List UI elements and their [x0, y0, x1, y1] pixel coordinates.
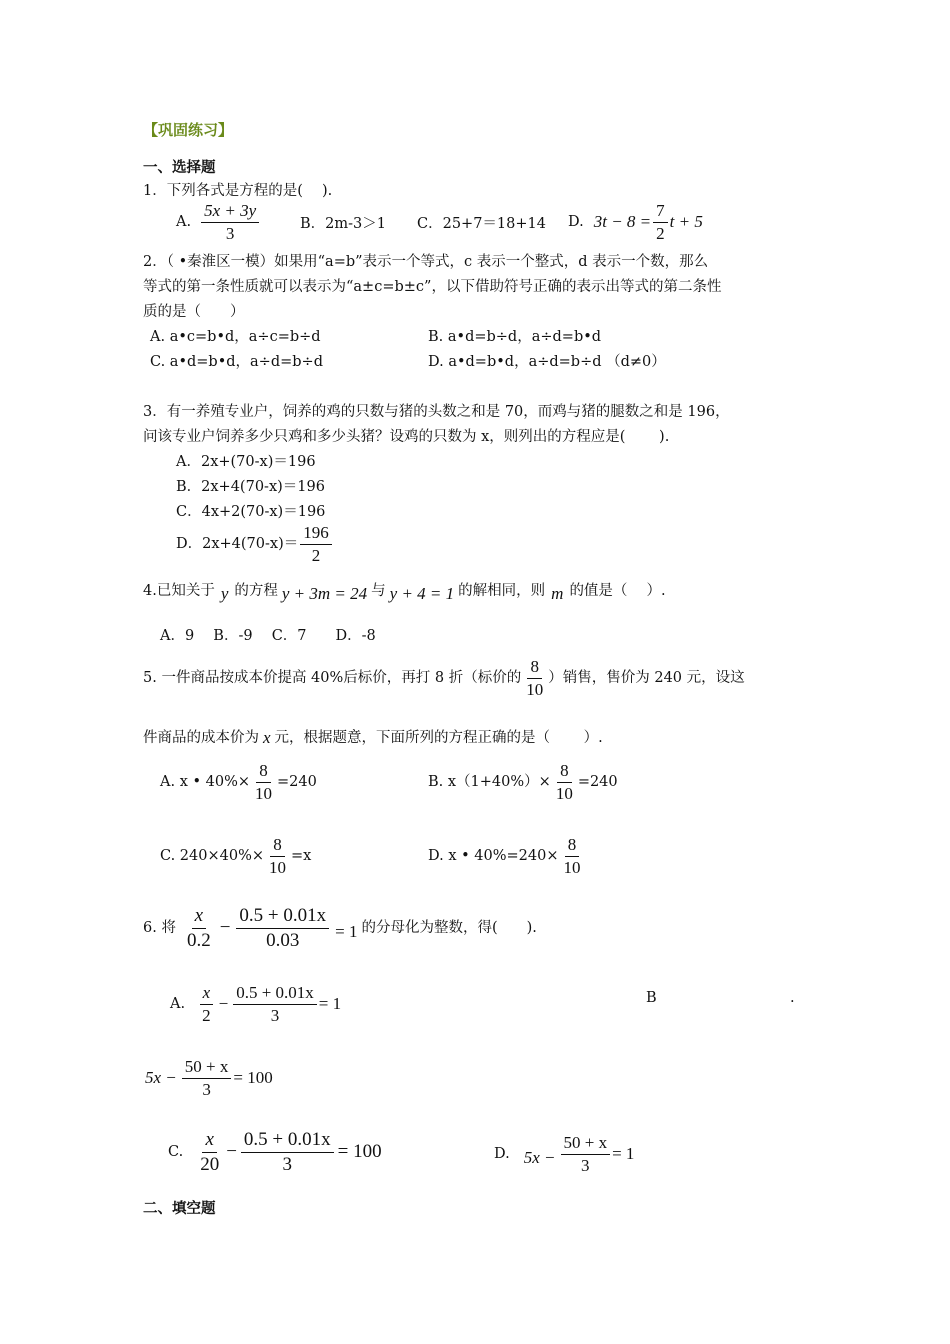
q1-option-c: C．25+7＝18+14 [417, 216, 546, 232]
q6-c-num1: x [202, 1130, 216, 1153]
q2-line1: 2．（ •秦淮区一模）如果用“a=b”表示一个等式，c 表示一个整式，d 表示一个数，那么 [143, 254, 709, 270]
q2-line2: 等式的第一条性质就可以表示为“a±c=b±c”，以下借助符号正确的表示出等式的第二条性 [143, 279, 722, 295]
q6-stem-den2: 0.03 [266, 929, 300, 951]
q6-stem-eq-one: = 1 [335, 922, 358, 942]
q6-stem-fraction-1 [184, 906, 214, 951]
q5-a-numerator: 8 [256, 762, 271, 783]
q5-line2 [143, 728, 603, 748]
q4-stem [143, 578, 666, 604]
q6-stem-den1: 0.2 [186, 929, 211, 951]
q1-a-denominator: 3 [225, 223, 235, 243]
q6-c-tail: = 100 [337, 1141, 382, 1163]
q5-d-left: D. x • 40%=240× [428, 847, 559, 864]
q1-d-fraction [653, 202, 668, 243]
q6-d-label: D. [494, 1145, 510, 1162]
q3-d-fraction [300, 524, 332, 565]
q5-option-c [160, 836, 311, 877]
q5-d-denominator: 10 [563, 857, 581, 877]
q2-option-c: C. a•d=b•d，a÷d=b÷d [150, 354, 323, 370]
q5-b-right: =240 [577, 773, 618, 790]
q6-d-tail: = 1 [612, 1144, 635, 1164]
q4-text-5: 的值是（ ）. [569, 582, 666, 599]
q5-option-b [428, 762, 618, 803]
q6-option-a [170, 984, 341, 1025]
q4-text-2: 的方程 [234, 582, 278, 599]
q6-b-left: 5x − [145, 1068, 177, 1088]
q1-a-fraction [201, 202, 259, 243]
q6-a-den1: 2 [202, 1005, 211, 1025]
q3-d-numerator: 196 [300, 524, 332, 545]
q4-text-1: 4.已知关于 [143, 582, 215, 599]
q3-d-left: D．2x+4(70-x)＝ [176, 535, 299, 552]
q6-a-fraction-2 [233, 984, 317, 1025]
q5-option-a [160, 762, 317, 803]
q6-a-tail: = 1 [318, 994, 342, 1014]
q5-var-x: x [263, 728, 271, 747]
q5-c-fraction [266, 836, 289, 877]
q5-a-left: A. x • 40%× [160, 773, 251, 790]
q5-c-denominator: 10 [269, 857, 286, 877]
q6-stem-minus: − [219, 917, 231, 939]
q6-option-b-dot: . [790, 990, 795, 1006]
q6-b-denominator: 3 [202, 1079, 211, 1099]
q1-a-label: A. [176, 213, 192, 230]
q2-option-b: B. a•d=b÷d，a÷d=b•d [428, 329, 602, 345]
q6-stem-num2: 0.5 + 0.01x [236, 906, 329, 929]
q6-stem [143, 906, 537, 951]
q6-text-2: 的分母化为整数，得( ). [361, 919, 537, 936]
q2-option-d: D. a•d=b•d，a÷d=b÷d （d≠0） [428, 354, 666, 370]
q6-stem-fraction-2 [236, 906, 329, 951]
q3-line1: 3．有一养殖专业户，饲养的鸡的只数与猪的头数之和是 70，而鸡与猪的腿数之和是 196， [143, 404, 730, 420]
q5-d-numerator: 8 [565, 836, 580, 857]
q5-b-fraction [553, 762, 576, 803]
q6-c-fraction-2 [241, 1130, 334, 1175]
q1-d-numerator: 7 [653, 202, 668, 223]
q1-d-denominator: 2 [656, 223, 665, 243]
q4-text-3: 与 [371, 582, 386, 599]
q6-c-den2: 3 [282, 1153, 293, 1175]
q6-d-numerator: 50 + x [561, 1134, 611, 1155]
q6-a-minus: − [218, 994, 229, 1014]
q5-option-d [428, 836, 585, 877]
section-title: 【巩固练习】 [143, 121, 234, 139]
q5-a-fraction [252, 762, 275, 803]
q6-a-den2: 3 [270, 1005, 280, 1025]
q5-text-1: 5. 一件商品按成本价提高 40%后标价，再打 8 折（标价的 [143, 669, 522, 686]
q5-c-left: C. 240×40%× [160, 847, 264, 864]
q6-option-c [168, 1130, 382, 1175]
q3-line2: 问该专业户饲养多少只鸡和多少头猪？设鸡的只数为 x，则列出的方程应是( ). [143, 429, 670, 445]
q5-line1 [143, 658, 745, 699]
q1-option-b: B．2m-3＞1 [300, 216, 386, 232]
q6-option-b-label: B [646, 990, 657, 1006]
q6-b-tail: = 100 [233, 1068, 273, 1088]
q5-a-denominator: 10 [255, 783, 273, 803]
q6-d-left: 5x − [523, 1148, 556, 1168]
q6-d-denominator: 3 [581, 1155, 590, 1175]
q5-line2-a: 件商品的成本价为 [143, 729, 259, 746]
q6-option-d [494, 1134, 634, 1175]
q5-c-right: =x [291, 847, 312, 864]
q5-b-denominator: 10 [555, 783, 573, 803]
q4-text-4: 的解相同，则 [458, 582, 546, 599]
q6-b-numerator: 50 + x [182, 1058, 232, 1079]
q1-a-numerator: 5x + 3y [201, 202, 259, 223]
q5-a-right: =240 [277, 773, 317, 790]
q2-option-a: A. a•c=b•d，a÷c=b÷d [150, 329, 321, 345]
part1-title: 一、选择题 [143, 159, 216, 176]
q6-d-fraction [561, 1134, 611, 1175]
q3-option-c: C．4x+2(70-x)＝196 [176, 504, 326, 520]
q6-a-label: A. [170, 995, 186, 1012]
q6-text-1: 6. 将 [143, 919, 176, 936]
q3-option-b: B．2x+4(70-x)＝196 [176, 479, 325, 495]
q1-d-left: 3t − 8 = [593, 212, 652, 232]
q5-b-left: B. x（1+40%）× [428, 773, 551, 790]
q6-c-minus: − [226, 1141, 237, 1163]
q1-d-label: D. [568, 213, 584, 230]
q2-line3: 质的是（ ） [143, 304, 245, 320]
q6-b-fraction [182, 1058, 232, 1099]
q5-d-fraction [560, 836, 583, 877]
q3-option-a: A．2x+(70-x)＝196 [176, 454, 316, 470]
q4-var-m: m [551, 584, 564, 603]
q4-var-y: y [220, 584, 229, 603]
q6-c-den1: 20 [200, 1153, 220, 1175]
q3-option-d [176, 524, 334, 565]
q5-fraction-numerator: 8 [527, 658, 542, 679]
q6-a-num1: x [200, 984, 214, 1005]
part2-title: 二、填空题 [143, 1200, 216, 1217]
q4-equation-1: y + 3m = 24 [281, 584, 368, 603]
q1-option-d [568, 202, 703, 243]
q6-a-num2: 0.5 + 0.01x [233, 984, 317, 1005]
q1-stem: 1．下列各式是方程的是( ). [143, 183, 333, 199]
q4-options: A．9 B．-9 C．7 D．-8 [160, 628, 376, 644]
q4-equation-2: y + 4 = 1 [389, 584, 455, 603]
q6-c-num2: 0.5 + 0.01x [241, 1130, 334, 1153]
q5-fraction-denominator: 10 [526, 679, 544, 699]
q5-c-numerator: 8 [270, 836, 285, 857]
q5-line2-b: 元，根据题意，下面所列的方程正确的是（ ）. [274, 729, 603, 746]
q1-option-a [176, 202, 261, 243]
q5-fraction [523, 658, 546, 699]
q5-b-numerator: 8 [557, 762, 572, 783]
q1-d-right: t + 5 [669, 212, 703, 232]
q6-option-b [145, 1058, 273, 1099]
q6-c-label: C. [168, 1143, 184, 1160]
q6-c-fraction-1 [197, 1130, 222, 1175]
q6-a-fraction-1 [199, 984, 214, 1025]
q3-d-denominator: 2 [311, 545, 321, 565]
q6-stem-num1: x [192, 906, 206, 929]
q5-text-2: ）销售，售价为 240 元，设这 [548, 669, 745, 686]
